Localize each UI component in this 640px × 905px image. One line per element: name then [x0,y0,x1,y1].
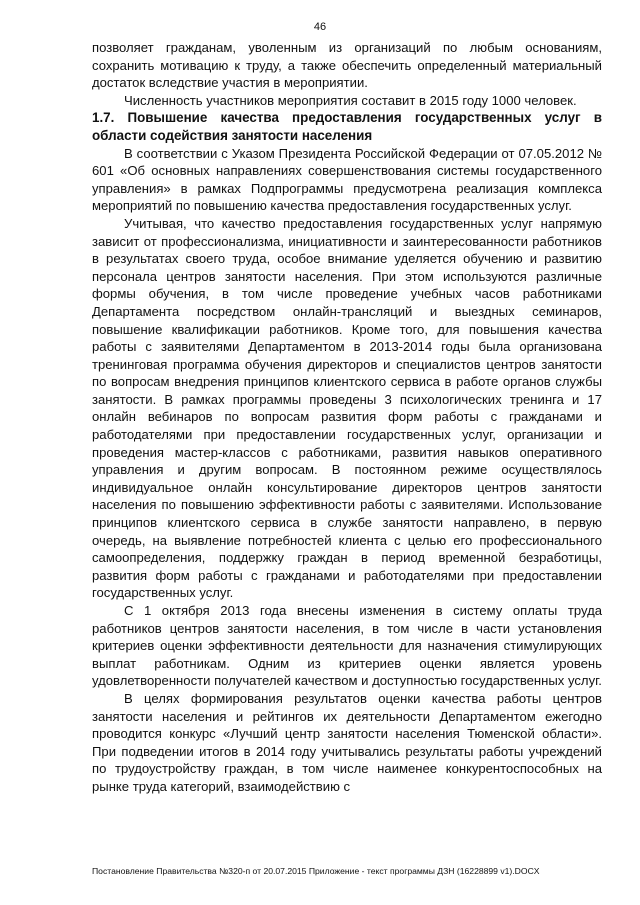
paragraph-payment-system: С 1 октября 2013 года внесены изменения в систему оплаты труда работников центров занятости населения, в том числе в части установления критериев оценки эффективности деятельности для назначения стимулирующих выплат работникам. Одним из критериев оценки является уровень удовлетворенности получателей качеством и доступностью государственных услуг. [92,603,602,689]
document-footer: Постановление Правительства №320-п от 20.07.2015 Приложение - текст программы ДЗН (16228899 v1).DOCX [92,866,540,876]
paragraph-training: Учитывая, что качество предоставления государственных услуг напрямую зависит от профессионализма, инициативности и заинтересованности работников в результатах своего труда, особое внимание уделяется обучению и развитию персонала центров занятости населения. При этом используются различные формы обучения, в том числе проведение учебных часов работниками Департамента посредством онлайн-трансляций и выездных семинаров, повышение квалификации работников. Кроме того, для повышения качества работы с заявителями Департаментом в 2013-2014 годы была организована тренинговая программа обучения директоров и специалистов центров занятости по вопросам внедрения принципов клиентского сервиса в работе органов службы занятости. В рамках программы проведены 3 психологических тренинга и 17 онлайн вебинаров по вопросам развития форм работы с гражданами и работодателями при предоставлении государственных услуг, организации и проведения мастер-классов с работниками, развития навыков оперативного управления и другим вопросам. В постоянном режиме осуществлялось индивидуальное онлайн консультирование директоров центров занятости населения по повышению эффективности работы с заявителями. Использование принципов клиентского сервиса в службе занятости направлено, в первую очередь, на выявление потребностей клиента с целью его профессионального самоопределения, поддержку граждан в период временной безработицы, развития форм работы с гражданами и работодателями при предоставлении государственных услуг. [92,215,602,601]
paragraph-continuation: позволяет гражданам, уволенным из организаций по любым основаниям, сохранить мотивацию к труду, а также обеспечить определенный материальный достаток вследствие участия в мероприятии. [92,40,602,91]
page-number: 46 [313,21,327,33]
paragraph-participants: Численность участников мероприятия составит в 2015 году 1000 человек. [124,92,577,108]
section-heading: 1.7. Повышение качества предоставления государственных услуг в области содействия занятости населения [92,110,602,143]
paragraph-contest: В целях формирования результатов оценки качества работы центров занятости населения и рейтингов их деятельности Департаментом ежегодно проводится конкурс «Лучший центр занятости населения Тюменской области». При подведении итогов в 2014 году учитывались результаты работы учреждений по трудоустройству граждан, в том числе наименее конкурентоспособных на рынке труда категорий, взаимодействию с [92,690,602,794]
paragraph-decree: В соответствии с Указом Президента Российской Федерации от 07.05.2012 № 601 «Об основных направлениях совершенствования системы государственного управления» в рамках Подпрограммы предусмотрена реализация комплекса мероприятий по повышению качества предоставления государственных услуг. [92,145,602,214]
document-body [92,39,602,796]
